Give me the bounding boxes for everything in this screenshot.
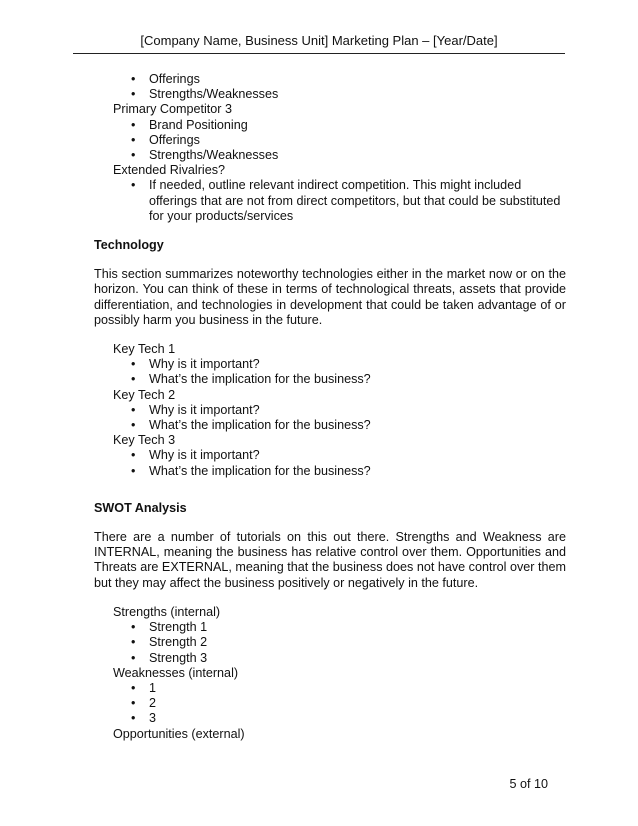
key-tech-2-label: Key Tech 2	[113, 387, 176, 402]
key-tech-1-label: Key Tech 1	[113, 342, 176, 357]
swot-paragraph: There are a number of tutorials on this out there. Strengths and Weakness are INTERNAL, meaning the business has relative control over them. Opportunities and Threats are EXTERNAL, meaning that the business does not have control over them but they may affect the business positively or negatively in the future.	[94, 530, 566, 590]
list-item: • What’s the implication for the business?	[130, 464, 566, 479]
list-item: • 3	[130, 711, 566, 726]
header-rule	[73, 53, 565, 54]
strengths-label: Strengths (internal)	[113, 604, 221, 619]
competition-top-list	[94, 72, 566, 102]
key-tech-1-list	[94, 357, 566, 387]
weaknesses-label: Weaknesses (internal)	[113, 665, 239, 680]
swot-heading: SWOT Analysis	[94, 500, 187, 515]
list-item: • What’s the implication for the business?	[130, 372, 566, 387]
weaknesses-list	[94, 681, 566, 727]
page-header: [Company Name, Business Unit] Marketing Plan – [Year/Date]	[140, 33, 498, 48]
list-item: • Strength 2	[130, 635, 566, 650]
list-item: • Why is it important?	[130, 448, 566, 463]
key-tech-3-list	[94, 448, 566, 478]
strengths-list	[94, 620, 566, 666]
key-tech-2-list	[94, 403, 566, 433]
list-item: • Strength 1	[130, 620, 566, 635]
page-number: 5 of 10	[509, 777, 548, 791]
list-item: • Strengths/Weaknesses	[130, 87, 566, 102]
list-item: • 2	[130, 696, 566, 711]
technology-heading: Technology	[94, 238, 164, 253]
competitor-3-label: Primary Competitor 3	[113, 102, 232, 117]
opportunities-label: Opportunities (external)	[113, 726, 245, 741]
page-content	[94, 72, 566, 742]
extended-rivalries-list	[94, 178, 566, 224]
technology-paragraph: This section summarizes noteworthy technologies either in the market now or on the horizon. You can think of these in terms of technological threats, assets that provide differentiation, and technologies in development that could be taken advantage of or possibly harm you business in the future.	[94, 267, 566, 327]
competitor-3-list	[94, 118, 566, 164]
key-tech-3-label: Key Tech 3	[113, 433, 176, 448]
list-item: • Offerings	[130, 72, 566, 87]
list-item: • Strengths/Weaknesses	[130, 148, 566, 163]
list-item: • Strength 3	[130, 651, 566, 666]
list-item: • Why is it important?	[130, 403, 566, 418]
extended-rivalries-label: Extended Rivalries?	[113, 163, 226, 178]
list-item: • If needed, outline relevant indirect competition. This might included offerings that are not from direct competitors, but that could be substituted for your products/services	[130, 178, 566, 224]
list-item: • Offerings	[130, 133, 566, 148]
list-item: • Why is it important?	[130, 357, 566, 372]
list-item: • What’s the implication for the business?	[130, 418, 566, 433]
list-item: • 1	[130, 681, 566, 696]
list-item: • Brand Positioning	[130, 118, 566, 133]
